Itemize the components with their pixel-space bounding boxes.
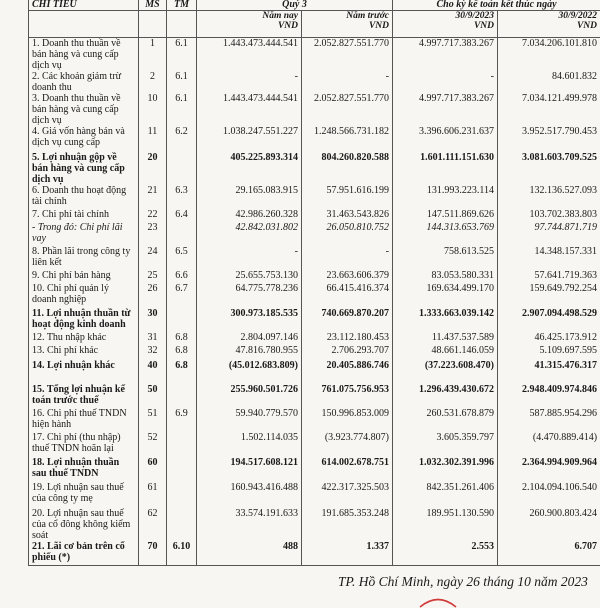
row-quarter-last-year: - <box>302 71 393 93</box>
row-quarter-last-year: (3.923.774.807) <box>302 432 393 457</box>
row-tm <box>167 308 197 332</box>
row-quarter-this-year: 47.816.780.955 <box>197 345 302 360</box>
row-quarter-last-year: 1.248.566.731.182 <box>302 126 393 152</box>
row-tm: 6.4 <box>167 209 197 222</box>
row-quarter-last-year: 191.685.353.248 <box>302 508 393 541</box>
row-ytd-2022: 5.109.697.595 <box>498 345 600 360</box>
row-ms: 24 <box>139 246 167 270</box>
row-ytd-2023: 169.634.499.170 <box>393 283 498 308</box>
row-ytd-2022: 132.136.527.093 <box>498 185 600 209</box>
income-statement-table <box>28 0 600 566</box>
row-quarter-last-year: 23.663.606.379 <box>302 270 393 283</box>
row-quarter-this-year: 2.804.097.146 <box>197 332 302 345</box>
row-label: 1. Doanh thu thuần về bán hàng và cung cấp dịch vụ <box>29 38 139 72</box>
row-label: 20. Lợi nhuận sau thuế của cổ đông không kiểm soát <box>29 508 139 541</box>
table-row <box>29 38 600 72</box>
row-ytd-2023: (37.223.608.470) <box>393 360 498 384</box>
row-tm: 6.7 <box>167 283 197 308</box>
row-label: 2. Các khoản giảm trừ doanh thu <box>29 71 139 93</box>
row-label: 16. Chi phí thuế TNDN hiện hành <box>29 408 139 432</box>
header-row <box>29 0 600 11</box>
row-label: 8. Phần lãi trong công ty liên kết <box>29 246 139 270</box>
row-ms: 23 <box>139 222 167 246</box>
row-ytd-2022: 41.315.476.317 <box>498 360 600 384</box>
row-tm: 6.1 <box>167 71 197 93</box>
row-tm: 6.8 <box>167 345 197 360</box>
row-ms: 1 <box>139 38 167 72</box>
row-ytd-2022: 6.707 <box>498 541 600 566</box>
row-ms: 10 <box>139 93 167 126</box>
row-label: 13. Chi phí khác <box>29 345 139 360</box>
row-ytd-2022: 2.104.094.106.540 <box>498 482 600 508</box>
row-label: 3. Doanh thu thuần về bán hàng và cung cấp dịch vụ <box>29 93 139 126</box>
row-ytd-2023: 758.613.525 <box>393 246 498 270</box>
row-quarter-this-year: 160.943.416.488 <box>197 482 302 508</box>
table-row <box>29 152 600 185</box>
row-ytd-2022: 14.348.157.331 <box>498 246 600 270</box>
row-ms: 51 <box>139 408 167 432</box>
row-ms: 21 <box>139 185 167 209</box>
table-row <box>29 185 600 209</box>
row-quarter-last-year: 57.951.616.199 <box>302 185 393 209</box>
row-ms: 22 <box>139 209 167 222</box>
row-ytd-2023: 11.437.537.589 <box>393 332 498 345</box>
header-quarter: Quý 3 <box>197 0 393 11</box>
row-ytd-2023: - <box>393 71 498 93</box>
row-ytd-2023: 4.997.717.383.267 <box>393 38 498 72</box>
row-quarter-last-year: 804.260.820.588 <box>302 152 393 185</box>
row-ytd-2022: 260.900.803.424 <box>498 508 600 541</box>
table-row <box>29 126 600 152</box>
row-quarter-last-year: 66.415.416.374 <box>302 283 393 308</box>
row-quarter-this-year: 33.574.191.633 <box>197 508 302 541</box>
unit-ytd-2022: 30/9/2022 VND <box>498 11 600 38</box>
row-quarter-last-year: 2.052.827.551.770 <box>302 93 393 126</box>
row-label: 17. Chi phí (thu nhập) thuế TNDN hoãn lại <box>29 432 139 457</box>
row-quarter-this-year: (45.012.683.809) <box>197 360 302 384</box>
row-label: 7. Chi phí tài chính <box>29 209 139 222</box>
row-label: 21. Lãi cơ bản trên cổ phiếu (*) <box>29 541 139 566</box>
row-ytd-2022: 2.364.994.909.964 <box>498 457 600 482</box>
row-quarter-last-year: 20.405.886.746 <box>302 360 393 384</box>
statement-rows <box>29 38 600 566</box>
row-tm <box>167 432 197 457</box>
row-ytd-2022: 97.744.871.719 <box>498 222 600 246</box>
row-ytd-2022: 57.641.719.363 <box>498 270 600 283</box>
row-quarter-this-year: - <box>197 71 302 93</box>
row-quarter-this-year: 1.038.247.551.227 <box>197 126 302 152</box>
row-label: 11. Lợi nhuận thuần từ hoạt động kinh doanh <box>29 308 139 332</box>
row-ms: 52 <box>139 432 167 457</box>
row-quarter-this-year: 488 <box>197 541 302 566</box>
row-tm <box>167 508 197 541</box>
row-label: 12. Thu nhập khác <box>29 332 139 345</box>
row-tm: 6.1 <box>167 93 197 126</box>
row-label: 5. Lợi nhuận gộp về bán hàng và cung cấp dịch vụ <box>29 152 139 185</box>
row-label: 15. Tổng lợi nhuận kế toán trước thuế <box>29 384 139 408</box>
row-ms: 70 <box>139 541 167 566</box>
place-date: TP. Hồ Chí Minh, ngày 26 tháng 10 năm 2023 <box>338 574 588 590</box>
unit-ytd-2023: 30/9/2023 VND <box>393 11 498 38</box>
row-quarter-this-year: 1.443.473.444.541 <box>197 38 302 72</box>
row-label: 4. Giá vốn hàng bán và dịch vụ cung cấp <box>29 126 139 152</box>
row-ytd-2023: 1.032.302.391.996 <box>393 457 498 482</box>
table-row <box>29 408 600 432</box>
table-row <box>29 246 600 270</box>
unit-this-year: Năm nay VND <box>197 11 302 38</box>
row-quarter-last-year: 740.669.870.207 <box>302 308 393 332</box>
table-row <box>29 332 600 345</box>
row-label: 9. Chi phí bán hàng <box>29 270 139 283</box>
row-tm: 6.2 <box>167 126 197 152</box>
row-tm: 6.6 <box>167 270 197 283</box>
table-row <box>29 71 600 93</box>
row-ytd-2023: 1.296.439.430.672 <box>393 384 498 408</box>
table-row <box>29 93 600 126</box>
row-quarter-this-year: 25.655.753.130 <box>197 270 302 283</box>
row-label: 10. Chi phí quản lý doanh nghiệp <box>29 283 139 308</box>
row-ytd-2022: 103.702.383.803 <box>498 209 600 222</box>
row-ytd-2022: 84.601.832 <box>498 71 600 93</box>
row-ytd-2023: 147.511.869.626 <box>393 209 498 222</box>
row-quarter-this-year: 42.986.260.328 <box>197 209 302 222</box>
row-tm <box>167 222 197 246</box>
row-label: - Trong đó: Chi phí lãi vay <box>29 222 139 246</box>
row-ms: 62 <box>139 508 167 541</box>
row-label: 18. Lợi nhuận thuần sau thuế TNDN <box>29 457 139 482</box>
row-quarter-this-year: 64.775.778.236 <box>197 283 302 308</box>
row-ytd-2022: 2.907.094.498.529 <box>498 308 600 332</box>
row-quarter-last-year: 26.050.810.752 <box>302 222 393 246</box>
row-quarter-this-year: 194.517.608.121 <box>197 457 302 482</box>
row-ytd-2023: 4.997.717.383.267 <box>393 93 498 126</box>
row-tm <box>167 482 197 508</box>
table-row <box>29 508 600 541</box>
header-item: CHỈ TIÊU <box>29 0 139 11</box>
row-ytd-2022: 159.649.792.254 <box>498 283 600 308</box>
unit-last-year: Năm trước VND <box>302 11 393 38</box>
table-row <box>29 308 600 332</box>
row-tm: 6.5 <box>167 246 197 270</box>
row-ms: 31 <box>139 332 167 345</box>
units-row <box>29 11 600 38</box>
row-ms: 40 <box>139 360 167 384</box>
row-quarter-this-year: 59.940.779.570 <box>197 408 302 432</box>
row-tm: 6.8 <box>167 332 197 345</box>
row-quarter-this-year: 42.842.031.802 <box>197 222 302 246</box>
row-ytd-2023: 144.313.653.769 <box>393 222 498 246</box>
row-tm <box>167 457 197 482</box>
row-ytd-2023: 2.553 <box>393 541 498 566</box>
row-ytd-2022: (4.470.889.414) <box>498 432 600 457</box>
row-ytd-2023: 48.661.146.059 <box>393 345 498 360</box>
row-ytd-2023: 189.951.130.590 <box>393 508 498 541</box>
row-ytd-2023: 842.351.261.406 <box>393 482 498 508</box>
row-ytd-2022: 587.885.954.296 <box>498 408 600 432</box>
row-ms: 32 <box>139 345 167 360</box>
row-quarter-last-year: 761.075.756.953 <box>302 384 393 408</box>
row-ytd-2022: 7.034.206.101.810 <box>498 38 600 72</box>
table-row <box>29 384 600 408</box>
row-quarter-this-year: 255.960.501.726 <box>197 384 302 408</box>
row-label: 19. Lợi nhuận sau thuế của công ty mẹ <box>29 482 139 508</box>
row-ms: 2 <box>139 71 167 93</box>
row-ytd-2022: 2.948.409.974.846 <box>498 384 600 408</box>
row-quarter-this-year: 405.225.893.314 <box>197 152 302 185</box>
table-row <box>29 457 600 482</box>
row-ms: 11 <box>139 126 167 152</box>
row-ms: 20 <box>139 152 167 185</box>
row-ytd-2022: 7.034.121.499.978 <box>498 93 600 126</box>
row-ytd-2023: 131.993.223.114 <box>393 185 498 209</box>
header-tm: TM <box>167 0 197 11</box>
row-quarter-this-year: 1.443.473.444.541 <box>197 93 302 126</box>
row-ms: 25 <box>139 270 167 283</box>
row-ytd-2022: 3.952.517.790.453 <box>498 126 600 152</box>
row-quarter-this-year: 1.502.114.035 <box>197 432 302 457</box>
row-tm: 6.8 <box>167 360 197 384</box>
row-tm <box>167 384 197 408</box>
row-ms: 50 <box>139 384 167 408</box>
table-row <box>29 283 600 308</box>
row-quarter-last-year: 23.112.180.453 <box>302 332 393 345</box>
table-row <box>29 432 600 457</box>
header-ytd: Cho kỳ kế toán kết thúc ngày <box>393 0 600 11</box>
row-quarter-last-year: 150.996.853.009 <box>302 408 393 432</box>
row-quarter-last-year: 2.052.827.551.770 <box>302 38 393 72</box>
row-ytd-2023: 3.396.606.231.637 <box>393 126 498 152</box>
row-label: 6. Doanh thu hoạt động tài chính <box>29 185 139 209</box>
row-ytd-2023: 1.333.663.039.142 <box>393 308 498 332</box>
table-row <box>29 360 600 384</box>
table-row <box>29 222 600 246</box>
table-row <box>29 345 600 360</box>
row-quarter-last-year: 2.706.293.707 <box>302 345 393 360</box>
row-quarter-this-year: - <box>197 246 302 270</box>
row-quarter-last-year: 31.463.543.826 <box>302 209 393 222</box>
row-tm: 6.1 <box>167 38 197 72</box>
row-quarter-this-year: 300.973.185.535 <box>197 308 302 332</box>
row-tm: 6.3 <box>167 185 197 209</box>
row-tm <box>167 152 197 185</box>
stamp-arc-icon <box>418 594 458 608</box>
table-row <box>29 270 600 283</box>
header-ms: MS <box>139 0 167 11</box>
row-quarter-this-year: 29.165.083.915 <box>197 185 302 209</box>
table-row <box>29 209 600 222</box>
row-ytd-2022: 46.425.173.912 <box>498 332 600 345</box>
row-quarter-last-year: 614.002.678.751 <box>302 457 393 482</box>
row-ytd-2023: 1.601.111.151.630 <box>393 152 498 185</box>
row-quarter-last-year: - <box>302 246 393 270</box>
row-ytd-2023: 3.605.359.797 <box>393 432 498 457</box>
row-quarter-last-year: 422.317.325.503 <box>302 482 393 508</box>
row-ytd-2022: 3.081.603.709.525 <box>498 152 600 185</box>
row-tm: 6.10 <box>167 541 197 566</box>
row-quarter-last-year: 1.337 <box>302 541 393 566</box>
row-label: 14. Lợi nhuận khác <box>29 360 139 384</box>
row-ms: 30 <box>139 308 167 332</box>
row-ytd-2023: 83.053.580.331 <box>393 270 498 283</box>
row-ytd-2023: 260.531.678.879 <box>393 408 498 432</box>
table-row <box>29 482 600 508</box>
table-row <box>29 541 600 566</box>
row-tm: 6.9 <box>167 408 197 432</box>
row-ms: 60 <box>139 457 167 482</box>
row-ms: 61 <box>139 482 167 508</box>
row-ms: 26 <box>139 283 167 308</box>
